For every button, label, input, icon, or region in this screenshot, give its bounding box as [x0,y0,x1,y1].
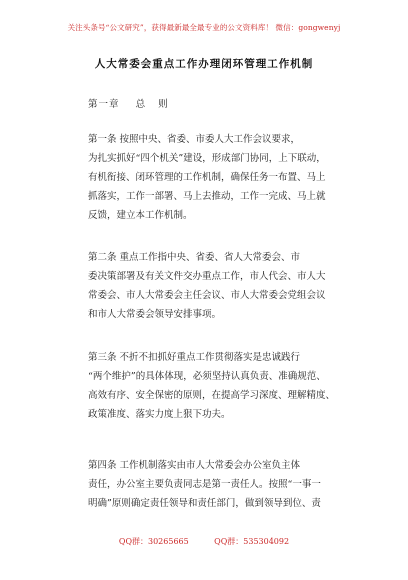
article-1-paragraph [88,130,348,225]
paragraph-line: 第三条 不折不扣抓好重点工作贯彻落实是忠诚践行 [88,352,301,363]
paragraph-line: 反馈，建立本工作机制。 [88,210,193,221]
paragraph-line: 为扎实抓好“四个机关”建设，形成部门协同，上下联动， [88,153,326,164]
paragraph-line: 常委会、市人大常委会主任会议、市人大常委会党组会议 [88,290,326,301]
paragraph-line: 有机衔接、闭环管理的工作机制，确保任务一布置、马上 [88,172,326,183]
chapter-heading: 第一章 总 则 [88,99,169,110]
header-notice: 关注头条号“公文研究”，获得最新最全最专业的公文资料库！ 微信：gongwenyj [67,23,341,32]
paragraph-line: 委决策部署及有关文件交办重点工作，市人代会、市人大 [88,271,326,282]
paragraph-line: 责任，办公室主要负责同志是第一责任人。按照“一事一 [88,479,321,490]
document-title: 人大常委会重点工作办理闭环管理工作机制 [94,58,314,70]
article-4-paragraph [88,456,348,513]
paragraph-line: 高效有序、安全保密的原则，在提高学习深度、理解精度、 [88,390,336,401]
paragraph-line: “两个维护”的具体体现，必须坚持认真负责、准确规范、 [88,371,326,382]
article-2-paragraph [88,248,348,324]
paragraph-line: 第二条 重点工作指中央、省委、省人大常委会、市 [88,252,301,263]
paragraph-line: 和市人大常委会领导安排事项。 [88,309,222,320]
footer-qq-groups: QQ群：30265665 QQ群：535304092 [118,537,290,546]
paragraph-line: 第一条 按照中央、省委、市委人大工作会议要求， [88,134,301,145]
paragraph-line: 政策准度、落实力度上狠下功夫。 [88,409,231,420]
article-3-paragraph [88,348,348,424]
paragraph-line: 抓落实，工作一部署、马上去推动，工作一完成、马上就 [88,191,326,202]
paragraph-line: 明确”原则确定责任领导和责任部门，做到领导到位、责 [88,498,321,509]
paragraph-line: 第四条 工作机制落实由市人大常委会办公室负主体 [88,460,301,471]
